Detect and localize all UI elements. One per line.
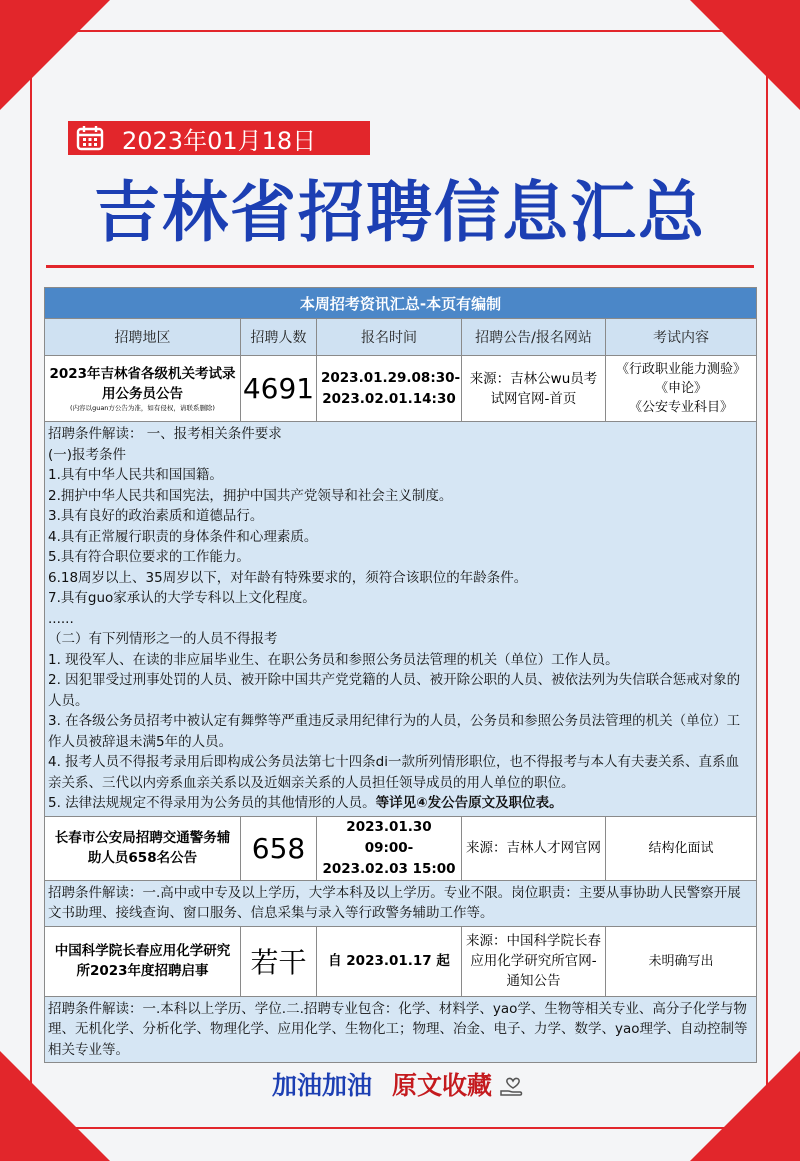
disclaimer-note: (内容以guan方公告为准，如有侵权，请联系删除)	[70, 404, 215, 412]
time-start: 2023.01.29.08:30-	[321, 369, 461, 386]
registration-time	[317, 356, 462, 422]
footer-cheer: 加油加油	[271, 1071, 372, 1100]
header-time: 报名时间	[317, 319, 462, 356]
hand-heart-icon	[498, 1069, 528, 1099]
job-title: 中国科学院长春应用化学研究所2023年度招聘启事	[45, 926, 241, 996]
source-info: 来源：中国科学院长春应用化学研究所官网-通知公告	[462, 926, 606, 996]
header-count: 招聘人数	[241, 319, 317, 356]
job-title: 长春市公安局招聘交通警务辅助人员658名公告	[45, 816, 241, 880]
condition-line: 2. 因犯罪受过刑事处罚的人员、被开除中国共产党党籍的人员、被开除公职的人员、被依法列为失信联合惩戒对象的人员。	[48, 672, 741, 709]
condition-line: 5.具有符合职位要求的工作能力。	[48, 549, 250, 565]
condition-line: （二）有下列情形之一的人员不得报考	[48, 631, 278, 647]
exam-content	[606, 356, 757, 422]
condition-line: 2.拥护中华人民共和国宪法，拥护中国共产党领导和社会主义制度。	[48, 487, 453, 504]
header-exam: 考试内容	[606, 319, 757, 356]
footer-save-original: 原文收藏	[392, 1071, 493, 1100]
condition-line: (一)报考条件	[48, 446, 127, 463]
condition-line: 6.18周岁以上、35周岁以下，对年龄有特殊要求的，须符合该职位的年龄条件。	[48, 569, 528, 586]
exam-item: 《公安专业科目》	[629, 400, 734, 415]
time-end: 2023.02.03 15:00	[322, 860, 456, 877]
condition-line: 3. 在各级公务员招考中被认定有舞弊等严重违反录用纪律行为的人员，公务员和参照公务员法管理的机关（单位）工作人员被辞退未满5年的人员。	[48, 713, 741, 750]
source-info: 来源：吉林人才网官网	[462, 816, 606, 880]
conditions-block: 招聘条件解读：一.本科以上学历、学位.二.招聘专业包含：化学、材料学、yao学、生物等相关专业、高分子化学与物理、无机化学、分析化学、物理化学、应用化学、生物化工；物理、冶金、电子、力学、数学、yao理学、自动控制等相关专业等。	[45, 996, 757, 1063]
condition-line: 7.具有guo家承认的大学专科以上文化程度。	[48, 590, 316, 606]
registration-time: 自 2023.01.17 起	[317, 926, 462, 996]
exam-item: 《行政职业能力测验》	[616, 362, 747, 377]
header-region: 招聘地区	[45, 319, 241, 356]
condition-line: ......	[48, 610, 74, 627]
condition-line: 招聘条件解读： 一、报考相关条件要求	[48, 426, 282, 442]
time-start: 2023.01.30 09:00-	[346, 818, 432, 856]
exam-content: 结构化面试	[606, 816, 757, 880]
condition-line: 4.具有正常履行职责的身体条件和心理素质。	[48, 528, 318, 545]
conditions-block	[45, 422, 757, 817]
footer-slogan	[40, 1064, 760, 1104]
condition-line: 1.具有中华人民共和国国籍。	[48, 467, 223, 483]
page-title: 吉林省招聘信息汇总	[94, 174, 706, 251]
condition-line-final	[48, 793, 752, 814]
hiring-count: 若干	[241, 926, 317, 996]
condition-line: 3.具有良好的政治素质和道德品行。	[48, 508, 264, 524]
calendar-icon	[72, 121, 108, 155]
registration-time	[317, 816, 462, 880]
date-badge	[68, 121, 370, 155]
condition-line: 4. 报考人员不得报考录用后即构成公务员法第七十四条di一款所列情形职位，也不得报考与本人有夫妻关系、直系血亲关系、三代以内旁系血亲关系以及近姻亲关系的人员担任领导成员的用人单位的职位。	[48, 754, 739, 791]
exam-item: 《申论》	[655, 381, 708, 396]
header-source: 招聘公告/报名网站	[462, 319, 606, 356]
job-title: 2023年吉林省各级机关考试录用公务员公告	[49, 366, 236, 402]
condition-text: 5. 法律法规规定不得录用为公务员的其他情形的人员。	[48, 795, 376, 811]
table-row	[45, 356, 757, 422]
source-info: 来源：吉林公wu员考试网官网-首页	[462, 356, 606, 422]
date-text: 2023年01月18日	[122, 126, 317, 155]
time-end: 2023.02.01.14:30	[322, 390, 456, 407]
condition-line: 1. 现役军人、在读的非应届毕业生、在职公务员和参照公务员法管理的机关（单位）工作人员。	[48, 651, 619, 668]
recruitment-table	[44, 287, 756, 1063]
job-title-cell	[45, 356, 241, 422]
exam-content: 未明确写出	[606, 926, 757, 996]
hiring-count: 4691	[241, 356, 317, 422]
hiring-count: 658	[241, 816, 317, 880]
title-divider	[46, 265, 754, 268]
conditions-block: 招聘条件解读：一.高中或中专及以上学历，大学本科及以上学历。专业不限。岗位职责：主要从事协助人民警察开展文书助理、接线查询、窗口服务、信息采集与录入等行政警务辅助工作等。	[45, 880, 757, 926]
table-row	[45, 926, 757, 996]
table-banner: 本周招考资讯汇总-本页有编制	[45, 288, 757, 319]
see-original-note: 等详见④发公告原文及职位表。	[375, 795, 563, 811]
table-row	[45, 816, 757, 880]
